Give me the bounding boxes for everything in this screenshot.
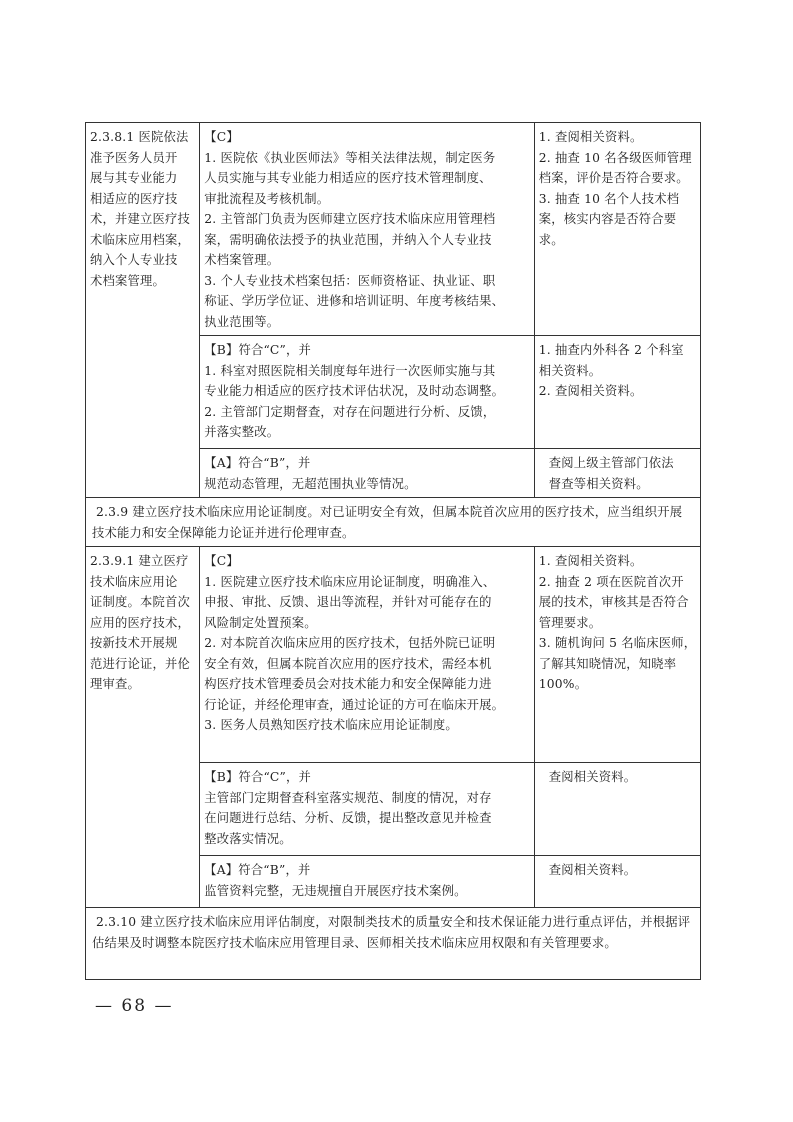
- cell-line: 【A】符合“B”，并: [204, 863, 311, 877]
- method-b-2-3-9-1: [534, 763, 700, 856]
- method-a-2-3-9-1: [534, 856, 700, 908]
- cell-line: 按新技术开展规: [90, 636, 178, 650]
- cell-line: 2.3.8.1 医院依法: [90, 130, 189, 144]
- cell-line: 术临床应用档案，: [90, 232, 190, 247]
- cell-line: 【B】符合“C”，并: [204, 343, 312, 357]
- grade-c-2-3-8-1: [200, 123, 535, 336]
- cell-line: 称证、学历学位证、进修和培训证明、年度考核结果、: [204, 294, 505, 308]
- method-a-2-3-8-1: [534, 449, 700, 498]
- cell-line: 证制度。本院首次: [90, 595, 190, 609]
- cell-line: 1. 医院依《执业医师法》等相关法律法规，制定医务: [204, 150, 496, 165]
- row-2-3-10-heading: [86, 908, 701, 980]
- heading-2-3-9-text: 2.3.9 建立医疗技术临床应用论证制度。对已证明安全有效，但属本院首次应用的医疗技术，应当组织开展技术能力和安全保障能力论证并进行伦理审查。: [92, 505, 683, 540]
- cell-line: 求。: [538, 232, 564, 247]
- cell-line: 构医疗技术管理委员会对技术能力和安全保障能力进: [204, 677, 492, 691]
- cell-line: 2. 抽查 2 项在医院首次开: [538, 574, 684, 589]
- cell-line: 【B】符合“C”，并: [204, 770, 312, 784]
- method-c-2-3-8-1: [534, 123, 700, 336]
- cell-line: 3. 个人专业技术档案包括：医师资格证、执业证、职: [204, 273, 496, 288]
- cell-line: 规范动态管理，无超范围执业等情况。: [204, 476, 417, 491]
- cell-line: 展与其专业能力: [90, 171, 178, 185]
- cell-line: 督查等相关资料。: [548, 476, 649, 491]
- grade-a-2-3-9-1: [200, 856, 535, 908]
- row-2-3-9-heading: [86, 498, 701, 547]
- cell-line: 【A】符合“B”，并: [204, 456, 311, 470]
- cell-line: 2.3.9.1 建立医疗: [90, 554, 189, 568]
- cell-line: 3. 抽查 10 名个人技术档: [538, 191, 680, 206]
- cell-line: 查阅上级主管部门依法: [548, 456, 674, 470]
- cell-line: 3. 医务人员熟知医疗技术临床应用论证制度。: [204, 718, 458, 732]
- cell-line: 安全有效，但属本院首次应用的医疗技术，需经本机: [204, 656, 492, 671]
- criterion-2-3-8-1: [86, 123, 200, 498]
- heading-2-3-10: [86, 908, 701, 980]
- grade-c-2-3-9-1: [200, 547, 535, 763]
- cell-line: 术，并建立医疗技: [90, 212, 190, 226]
- cell-line: 档案，评价是否符合要求。: [538, 171, 689, 185]
- cell-line: 整改落实情况。: [204, 831, 292, 846]
- cell-line: 术档案管理。: [90, 273, 165, 288]
- cell-line: 相适应的医疗技: [90, 191, 178, 206]
- cell-line: 查阅相关资料。: [548, 863, 637, 877]
- method-c-2-3-9-1: [534, 547, 700, 763]
- cell-line: 相关资料。: [538, 363, 602, 378]
- cell-line: 1. 医院建立医疗技术临床应用论证制度，明确准入、: [204, 574, 496, 589]
- cell-line: 1. 查阅相关资料。: [538, 130, 643, 144]
- cell-line: 1. 科室对照医院相关制度每年进行一次医师实施与其: [204, 363, 496, 378]
- cell-line: 3. 随机询问 5 名临床医师，: [538, 636, 697, 650]
- cell-line: 主管部门定期督查科室落实规范、制度的情况，对存: [204, 790, 492, 805]
- heading-2-3-10-text: 2.3.10 建立医疗技术临床应用评估制度，对限制类技术的质量安全和技术保证能力进行重点评估，并根据评估结果及时调整本院医疗技术临床应用管理目录、医师相关技术临床应用权限和有关管理要求。: [92, 915, 691, 950]
- cell-line: 1. 抽查内外科各 2 个科室: [538, 343, 684, 357]
- cell-line: 1. 查阅相关资料。: [538, 554, 643, 568]
- cell-line: 准予医务人员开: [90, 150, 178, 165]
- cell-line: 2. 对本院首次临床应用的医疗技术，包括外院已证明: [204, 636, 496, 650]
- cell-line: 2. 抽查 10 名各级医师管理: [538, 150, 692, 165]
- row-2-3-9-1-grade-c: [86, 547, 701, 763]
- cell-line: 查阅相关资料。: [548, 770, 637, 784]
- criterion-2-3-9-1: [86, 547, 200, 908]
- cell-line: 执业范围等。: [204, 314, 280, 329]
- cell-line: 风险制定处置预案。: [204, 615, 317, 630]
- standards-page: [85, 122, 703, 980]
- cell-line: 在问题进行总结、分析、反馈，提出整改意见并检查: [204, 811, 492, 825]
- row-2-3-8-1-grade-c: [86, 123, 701, 336]
- cell-line: 术档案管理。: [204, 253, 280, 267]
- cell-line: 2. 主管部门定期督查，对存在问题进行分析、反馈，: [204, 404, 496, 419]
- cell-line: 申报、审批、反馈、退出等流程，并针对可能存在的: [204, 595, 492, 609]
- cell-line: 【C】: [204, 130, 239, 144]
- page-number: — 68 —: [95, 996, 174, 1016]
- cell-line: 审批流程及考核机制。: [204, 191, 330, 206]
- cell-line: 案，核实内容是否符合要: [538, 212, 677, 226]
- standards-table: [85, 122, 701, 980]
- cell-line: 人员实施与其专业能力相适应的医疗技术管理制度、: [204, 171, 492, 185]
- method-b-2-3-8-1: [534, 336, 700, 449]
- cell-line: 管理要求。: [538, 615, 602, 630]
- grade-b-2-3-8-1: [200, 336, 535, 449]
- cell-line: 100%。: [538, 677, 588, 691]
- heading-2-3-9: [86, 498, 701, 547]
- grade-b-2-3-9-1: [200, 763, 535, 856]
- cell-line: 技术临床应用论: [90, 574, 178, 589]
- cell-line: 专业能力相适应的医疗技术评估状况，及时动态调整。: [204, 384, 505, 398]
- cell-line: 应用的医疗技术，: [90, 615, 190, 630]
- cell-line: 展的技术，审核其是否符合: [538, 595, 689, 609]
- cell-line: 2. 主管部门负责为医师建立医疗技术临床应用管理档: [204, 212, 496, 226]
- cell-line: 行论证，并经伦理审查，通过论证的方可在临床开展。: [204, 697, 505, 712]
- cell-line: 纳入个人专业技: [90, 253, 178, 267]
- cell-line: 监管资料完整，无违规擅自开展医疗技术案例。: [204, 883, 467, 898]
- cell-line: 了解其知晓情况，知晓率: [538, 656, 677, 671]
- cell-line: 案，需明确依法授予的执业范围，并纳入个人专业技: [204, 232, 492, 247]
- cell-line: 并落实整改。: [204, 425, 280, 439]
- cell-line: 【C】: [204, 554, 239, 568]
- cell-line: 理审查。: [90, 677, 140, 691]
- grade-a-2-3-8-1: [200, 449, 535, 498]
- cell-line: 范进行论证，并伦: [90, 656, 190, 671]
- cell-line: 2. 查阅相关资料。: [538, 384, 643, 398]
